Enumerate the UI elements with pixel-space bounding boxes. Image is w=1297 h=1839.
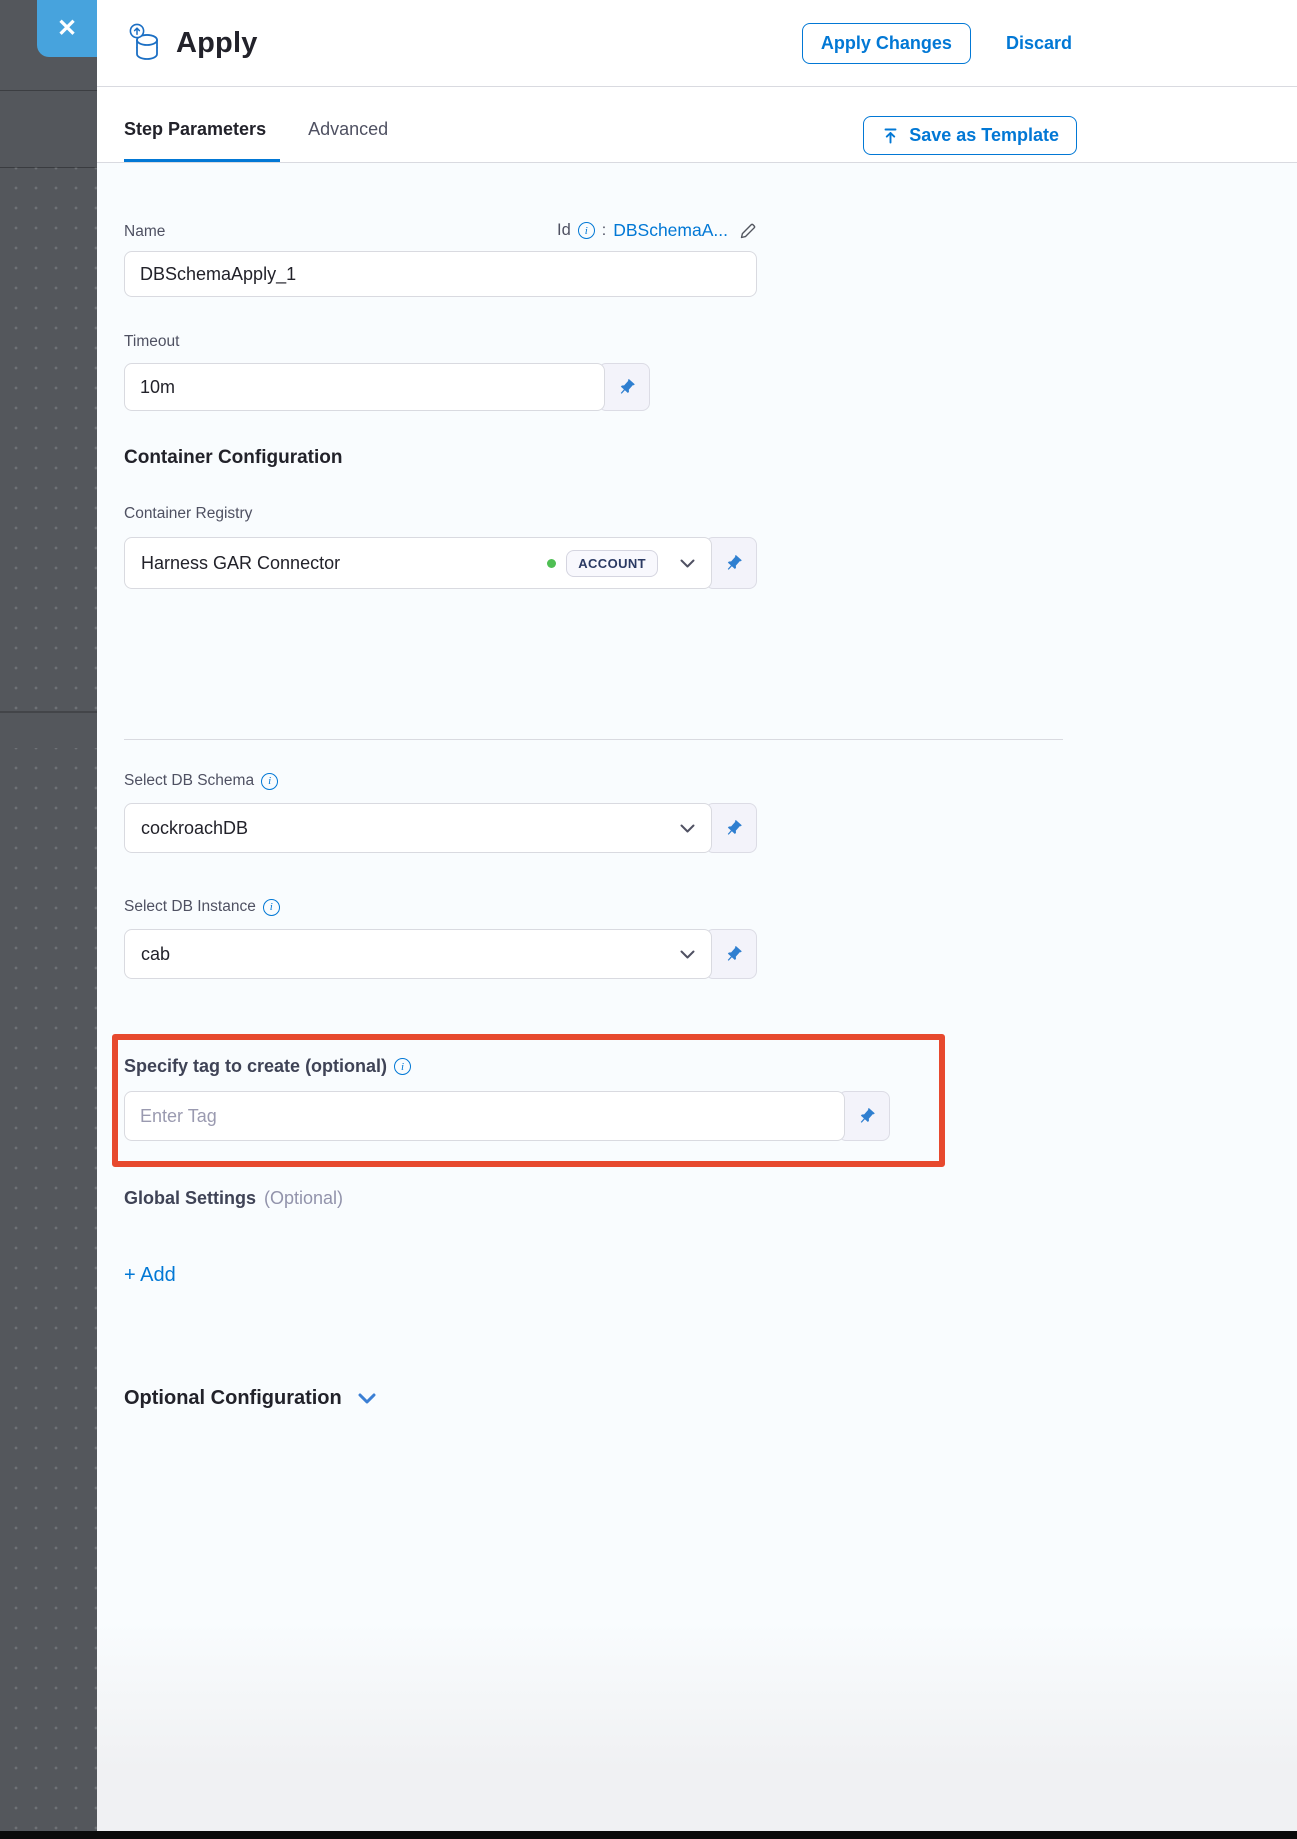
chevron-down-icon[interactable]	[680, 824, 695, 833]
step-parameters-form	[97, 163, 1297, 1410]
container-registry-label: Container Registry	[124, 505, 253, 522]
container-configuration-heading: Container Configuration	[124, 447, 343, 468]
runtime-input-pin-button[interactable]	[705, 537, 757, 589]
edit-pencil-icon[interactable]	[739, 222, 757, 240]
timeout-input[interactable]	[124, 363, 605, 411]
global-settings-label: Global Settings	[124, 1188, 257, 1208]
discard-button[interactable]: Discard	[1005, 32, 1072, 53]
chevron-down-icon[interactable]	[680, 559, 695, 568]
apply-changes-button[interactable]: Apply Changes	[802, 23, 971, 64]
tag-label: Specify tag to create (optional)	[124, 1056, 388, 1076]
info-icon[interactable]: i	[394, 1058, 411, 1075]
section-divider	[124, 739, 1063, 740]
global-settings-optional-label: (Optional)	[264, 1188, 344, 1208]
tab-step-parameters[interactable]: Step Parameters	[124, 119, 280, 162]
timeout-label: Timeout	[124, 333, 180, 350]
optional-configuration-label: Optional Configuration	[124, 1387, 342, 1409]
header-actions	[802, 0, 1072, 86]
container-registry-select[interactable]	[124, 537, 712, 589]
db-instance-select[interactable]	[124, 929, 712, 979]
canvas-divider	[0, 90, 97, 91]
tag-input[interactable]	[124, 1091, 845, 1141]
runtime-input-pin-button[interactable]	[705, 803, 757, 853]
chevron-down-icon[interactable]	[680, 950, 695, 959]
container-registry-value: Harness GAR Connector	[141, 552, 341, 573]
add-global-setting-button[interactable]: + Add	[124, 1264, 176, 1286]
canvas-dot-grid	[0, 167, 97, 1831]
save-as-template-button[interactable]	[863, 116, 1077, 155]
db-instance-label-row	[124, 898, 1297, 916]
step-id-group	[557, 220, 757, 241]
db-schema-value: cockroachDB	[141, 817, 249, 838]
db-instance-group	[124, 929, 757, 979]
db-instance-label: Select DB Instance	[124, 898, 256, 915]
info-icon[interactable]: i	[578, 222, 595, 239]
tabs-bar	[97, 87, 1297, 163]
id-colon: :	[601, 221, 607, 239]
step-config-drawer	[97, 0, 1297, 1839]
container-registry-group	[124, 537, 757, 589]
optional-configuration-toggle[interactable]	[124, 1387, 1297, 1410]
window-bottom-bar	[0, 1831, 1297, 1839]
runtime-input-pin-button[interactable]	[705, 929, 757, 979]
tab-advanced[interactable]: Advanced	[308, 119, 389, 139]
name-input[interactable]	[124, 251, 757, 297]
connector-status-dot	[547, 559, 556, 568]
db-apply-step-icon	[128, 23, 162, 63]
runtime-input-pin-button[interactable]	[598, 363, 650, 411]
close-drawer-button[interactable]	[37, 0, 97, 57]
info-icon[interactable]: i	[261, 773, 278, 790]
save-as-template-label: Save as Template	[909, 125, 1059, 145]
scope-badge: ACCOUNT	[566, 550, 658, 577]
save-template-upload-icon	[881, 127, 900, 145]
info-icon[interactable]: i	[263, 899, 280, 916]
timeout-input-group	[124, 363, 650, 411]
page-title: Apply	[176, 26, 258, 59]
db-instance-value: cab	[141, 943, 171, 964]
close-icon: ✕	[56, 15, 78, 42]
panel-footer-fade	[97, 1621, 1297, 1831]
tag-input-group	[124, 1091, 890, 1141]
runtime-input-pin-button[interactable]	[838, 1091, 890, 1141]
db-schema-group	[124, 803, 757, 853]
tag-field-highlight-box	[112, 1034, 945, 1167]
db-schema-label-row	[124, 772, 1297, 790]
global-settings-row	[124, 1188, 1297, 1209]
id-label: Id	[557, 221, 571, 239]
step-id-value: DBSchemaA...	[613, 220, 728, 240]
name-label-row	[124, 219, 757, 241]
step-title-group	[128, 23, 258, 63]
db-schema-select[interactable]	[124, 803, 712, 853]
db-schema-label: Select DB Schema	[124, 772, 255, 789]
name-label: Name	[124, 223, 166, 240]
canvas-divider-2	[0, 711, 97, 748]
pipeline-canvas-backdrop	[0, 0, 97, 1839]
tag-label-row	[124, 1056, 890, 1077]
drawer-header	[97, 0, 1297, 87]
chevron-down-icon	[358, 1393, 376, 1404]
